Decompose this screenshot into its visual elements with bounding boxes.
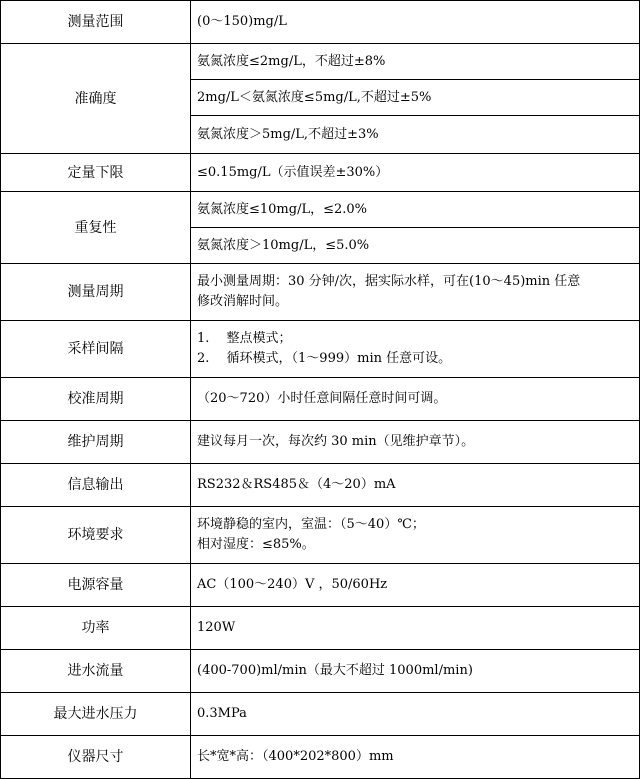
row-label-signal-output: 信息输出: [1, 464, 191, 507]
row-value-inflow: (400-700)ml/min（最大不超过 1000ml/min): [191, 650, 640, 693]
row-label-power-supply: 电源容量: [1, 564, 191, 607]
row-label-sampling-interval: 采样间隔: [1, 321, 191, 378]
row-value-accuracy-1: 氨氮浓度≤2mg/L，不超过±8%: [191, 44, 640, 80]
row-label-measure-cycle: 测量周期: [1, 264, 191, 321]
table-row: [1, 650, 640, 693]
table-row: [1, 507, 640, 564]
table-row: [1, 421, 640, 464]
row-value-measure-cycle: [191, 264, 640, 321]
row-value-environment: [191, 507, 640, 564]
row-value-repeatability-2: 氨氮浓度＞10mg/L，≤5.0%: [191, 228, 640, 264]
row-label-accuracy: 准确度: [1, 44, 191, 154]
row-label-inflow: 进水流量: [1, 650, 191, 693]
table-row: [1, 154, 640, 192]
table-row: [1, 44, 640, 80]
table-row: [1, 1, 640, 44]
table-row: [1, 378, 640, 421]
table-row: [1, 736, 640, 779]
row-label-calibration-cycle: 校准周期: [1, 378, 191, 421]
row-value-accuracy-2: 2mg/L＜氨氮浓度≤5mg/L,不超过±5%: [191, 80, 640, 116]
row-value-range: (0～150)mg/L: [191, 1, 640, 44]
row-label-quant-limit: 定量下限: [1, 154, 191, 192]
row-label-dimensions: 仪器尺寸: [1, 736, 191, 779]
table-row: [1, 192, 640, 228]
row-value-calibration-cycle: （20～720）小时任意间隔任意时间可调。: [191, 378, 640, 421]
row-value-quant-limit: ≤0.15mg/L（示值误差±30%）: [191, 154, 640, 192]
sampling-interval-line-1: 1. 整点模式；: [197, 331, 292, 346]
row-value-power: 120W: [191, 607, 640, 650]
sampling-interval-line-2: 2. 循环模式，（1～999）min 任意可设。: [197, 351, 452, 366]
row-label-maintenance-cycle: 维护周期: [1, 421, 191, 464]
row-label-range: 测量范围: [1, 1, 191, 44]
table-row: [1, 464, 640, 507]
row-value-sampling-interval: [191, 321, 640, 378]
row-value-power-supply: AC（100～240）V ，50/60Hz: [191, 564, 640, 607]
row-label-power: 功率: [1, 607, 191, 650]
row-label-repeatability: 重复性: [1, 192, 191, 264]
environment-line-1: 环境静稳的室内，室温：（5～40）℃；: [197, 517, 425, 532]
table-row: [1, 564, 640, 607]
row-value-dimensions: 长*宽*高：（400*202*800）mm: [191, 736, 640, 779]
measure-cycle-line-2: 修改消解时间。: [197, 294, 289, 309]
row-label-max-pressure: 最大进水压力: [1, 693, 191, 736]
row-label-environment: 环境要求: [1, 507, 191, 564]
row-value-maintenance-cycle: 建议每月一次，每次约 30 min（见维护章节）。: [191, 421, 640, 464]
table-row: [1, 693, 640, 736]
row-value-repeatability-1: 氨氮浓度≤10mg/L，≤2.0%: [191, 192, 640, 228]
row-value-accuracy-3: 氨氮浓度＞5mg/L,不超过±3%: [191, 116, 640, 154]
table-row: [1, 607, 640, 650]
table-row: [1, 264, 640, 321]
environment-line-2: 相对湿度：≤85%。: [197, 537, 315, 552]
row-value-max-pressure: 0.3MPa: [191, 693, 640, 736]
table-row: [1, 321, 640, 378]
measure-cycle-line-1: 最小测量周期：30 分钟/次，据实际水样，可在(10～45)min 任意: [197, 274, 581, 289]
row-value-signal-output: RS232＆RS485＆（4～20）mA: [191, 464, 640, 507]
